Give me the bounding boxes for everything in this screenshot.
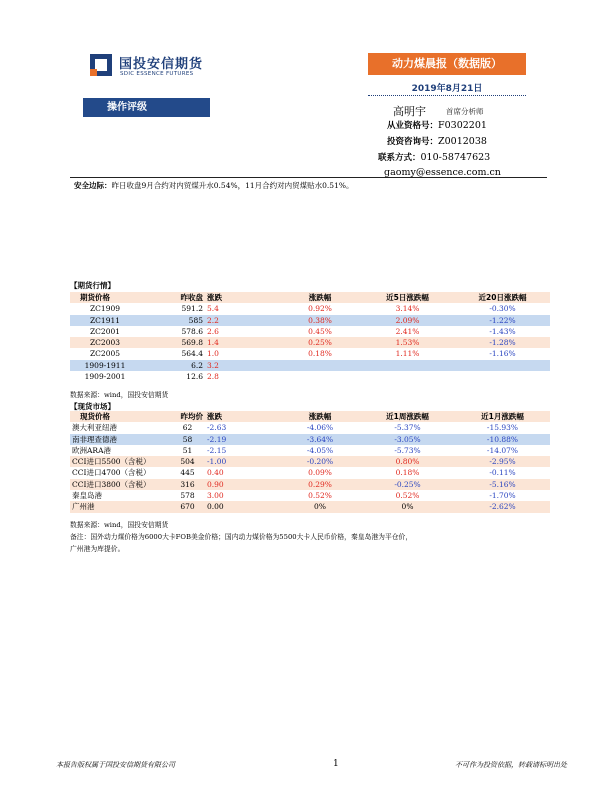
cell: 1.0 bbox=[207, 349, 219, 359]
cell bbox=[360, 371, 455, 382]
table-row bbox=[70, 326, 550, 337]
col-header: 涨跌幅 bbox=[280, 411, 360, 422]
cell: 564.4 bbox=[181, 349, 203, 359]
cell: -3.64% bbox=[280, 434, 360, 445]
table-row bbox=[70, 337, 550, 348]
cell: 504 bbox=[170, 456, 205, 467]
table-row bbox=[70, 360, 550, 371]
cell: -2.19 bbox=[205, 434, 280, 445]
cell: 0.00 bbox=[205, 501, 280, 512]
cell: -5.73% bbox=[394, 445, 421, 455]
analyst-role: 首席分析师 bbox=[446, 107, 484, 116]
cell: 0.29% bbox=[280, 479, 360, 490]
cell: 1909-1911 bbox=[70, 360, 140, 371]
divider bbox=[368, 95, 526, 96]
cell: 0.18% bbox=[395, 468, 420, 478]
company-name-en: SDIC ESSENCE FUTURES bbox=[120, 71, 194, 77]
cell bbox=[455, 360, 550, 371]
col-header: 涨跌 bbox=[205, 411, 280, 422]
consult-line bbox=[387, 135, 487, 147]
safety-margin bbox=[74, 180, 353, 191]
table-row bbox=[70, 422, 550, 433]
license-label: 从业资格号： bbox=[387, 121, 439, 131]
col-header: 昨收盘 bbox=[140, 292, 205, 303]
cell: 1.4 bbox=[205, 337, 280, 348]
cell: -1.43% bbox=[489, 326, 516, 336]
cell: -10.88% bbox=[455, 434, 550, 445]
disclaimer: 不可作为投资依据，转载请标明出处 bbox=[455, 761, 567, 769]
license-value: F0302201 bbox=[438, 120, 487, 131]
col-header: 近1周涨跌幅 bbox=[360, 411, 455, 422]
futures-section-title: 【期货行情】 bbox=[70, 281, 115, 290]
company-name: 国投安信期货 bbox=[119, 57, 204, 72]
table-row bbox=[70, 501, 550, 512]
cell: 0.18% bbox=[308, 349, 332, 359]
cell: -5.37% bbox=[394, 423, 421, 433]
table-row bbox=[70, 371, 550, 382]
analyst-name: 高明宇 bbox=[393, 105, 426, 118]
cell: -2.15 bbox=[207, 445, 227, 455]
cell: -15.93% bbox=[486, 423, 519, 433]
table-row bbox=[70, 490, 550, 501]
cell: ZC2001 bbox=[89, 326, 121, 336]
futures-source: 数据来源：wind，国投安信期货 bbox=[70, 391, 169, 399]
cell bbox=[360, 360, 455, 371]
col-header: 期货价格 bbox=[70, 292, 140, 303]
consult-label: 投资咨询号： bbox=[387, 137, 439, 147]
cell: 3.2 bbox=[205, 360, 280, 371]
table-row bbox=[70, 303, 550, 314]
cell bbox=[280, 360, 360, 371]
spot-source: 数据来源：wind，国投安信期货 bbox=[70, 521, 169, 529]
cell bbox=[455, 371, 550, 382]
cell: 5.4 bbox=[207, 304, 219, 314]
cell: ZC1909 bbox=[89, 304, 121, 314]
cell: ZC1911 bbox=[70, 315, 140, 326]
cell: -2.62% bbox=[455, 501, 550, 512]
cell: 欧洲ARA港 bbox=[72, 445, 111, 455]
safety-label: 安全边际： bbox=[74, 181, 112, 190]
cell: 12.6 bbox=[186, 372, 203, 382]
col-header: 现货价格 bbox=[70, 411, 170, 422]
cell: CCI进口3800（含税） bbox=[70, 479, 170, 490]
contact-line bbox=[378, 151, 490, 163]
cell: 0.52% bbox=[308, 491, 332, 501]
cell: 3.14% bbox=[395, 304, 420, 314]
cell bbox=[280, 371, 360, 382]
spot-table bbox=[70, 411, 550, 513]
futures-table bbox=[70, 292, 550, 382]
cell: 南非理查德港 bbox=[70, 434, 170, 445]
cell: -3.05% bbox=[360, 434, 455, 445]
cell: -1.70% bbox=[489, 491, 516, 501]
cell: 670 bbox=[170, 501, 205, 512]
cell: -4.05% bbox=[306, 445, 334, 455]
cell: 0.52% bbox=[395, 491, 420, 501]
cell: 578.6 bbox=[181, 326, 203, 336]
cell: 0.92% bbox=[308, 304, 332, 314]
email-link[interactable]: gaomy@essence.com.cn bbox=[384, 167, 501, 178]
cell: 2.09% bbox=[360, 315, 455, 326]
cell: ZC2005 bbox=[89, 349, 121, 359]
cell: 0.25% bbox=[280, 337, 360, 348]
spot-note-line2: 广州港为库提价。 bbox=[70, 545, 125, 553]
operation-rating-banner: 操作评级 bbox=[83, 98, 210, 117]
cell: 0.09% bbox=[308, 468, 332, 478]
cell: CCI进口4700（含税） bbox=[72, 468, 151, 478]
cell: -4.06% bbox=[306, 423, 334, 433]
table-row bbox=[70, 315, 550, 326]
page-number: 1 bbox=[333, 759, 339, 769]
contact-label: 联系方式： bbox=[378, 153, 421, 163]
cell: ZC2003 bbox=[70, 337, 140, 348]
copyright-notice: 本报告版权属于国投安信期货有限公司 bbox=[56, 761, 175, 769]
spot-section-title: 【现货市场】 bbox=[70, 402, 115, 411]
cell: -14.07% bbox=[486, 445, 519, 455]
cell: 0% bbox=[280, 501, 360, 512]
cell: -1.16% bbox=[489, 349, 516, 359]
license-line bbox=[387, 119, 487, 131]
cell: 585 bbox=[140, 315, 205, 326]
table-row bbox=[70, 445, 550, 456]
col-header: 昨均价 bbox=[170, 411, 205, 422]
table-row bbox=[70, 434, 550, 445]
contact-value: 010-58747623 bbox=[420, 152, 491, 163]
cell: 0.90 bbox=[205, 479, 280, 490]
col-header: 近20日涨跌幅 bbox=[455, 292, 550, 303]
cell: 2.41% bbox=[395, 326, 420, 336]
cell: 2.2 bbox=[205, 315, 280, 326]
consult-value: Z0012038 bbox=[438, 136, 487, 147]
cell: -1.28% bbox=[455, 337, 550, 348]
cell: -2.63 bbox=[207, 423, 227, 433]
cell: 1909-2001 bbox=[84, 372, 126, 382]
cell: 0% bbox=[360, 501, 455, 512]
cell: 广州港 bbox=[70, 501, 170, 512]
safety-text: 昨日收盘9月合约对内贸煤升水0.54%，11月合约对内贸煤贴水0.51%。 bbox=[111, 181, 354, 190]
cell: 58 bbox=[170, 434, 205, 445]
cell: -1.22% bbox=[455, 315, 550, 326]
report-title: 动力煤晨报（数据版） bbox=[368, 53, 526, 75]
cell: 591.2 bbox=[181, 304, 203, 314]
cell: -0.20% bbox=[280, 456, 360, 467]
cell: 1.53% bbox=[360, 337, 455, 348]
cell: -0.25% bbox=[360, 479, 455, 490]
table-row bbox=[70, 348, 550, 359]
cell: 316 bbox=[170, 479, 205, 490]
cell: 秦皇岛港 bbox=[72, 491, 102, 501]
cell: 445 bbox=[180, 468, 195, 478]
col-header: 涨跌幅 bbox=[280, 292, 360, 303]
cell: 澳大利亚纽港 bbox=[72, 423, 117, 433]
cell: 2.8 bbox=[207, 372, 219, 382]
cell: 0.45% bbox=[308, 326, 332, 336]
cell: 569.8 bbox=[140, 337, 205, 348]
spot-note-line1: 备注：国外动力煤价格为6000大卡FOB美金价格；国内动力煤价格为5500大卡人民币价格，秦皇岛港为平仓价， bbox=[70, 533, 413, 541]
cell: -0.11% bbox=[489, 468, 516, 478]
company-logo-icon bbox=[90, 54, 112, 76]
cell: -5.16% bbox=[455, 479, 550, 490]
cell: 3.00 bbox=[207, 491, 224, 501]
cell: 6.2 bbox=[140, 360, 205, 371]
cell: CCI进口5500（含税） bbox=[70, 456, 170, 467]
cell: 0.80% bbox=[360, 456, 455, 467]
table-row bbox=[70, 479, 550, 490]
table-row bbox=[70, 467, 550, 478]
col-header: 近5日涨跌幅 bbox=[360, 292, 455, 303]
header-divider bbox=[70, 177, 547, 178]
report-date: 2019年8月21日 bbox=[411, 84, 483, 94]
cell: -2.95% bbox=[455, 456, 550, 467]
cell: 0.38% bbox=[280, 315, 360, 326]
cell: 578 bbox=[180, 491, 195, 501]
table-header-row bbox=[70, 411, 550, 422]
table-row bbox=[70, 456, 550, 467]
table-header-row bbox=[70, 292, 550, 303]
cell: -0.30% bbox=[489, 304, 516, 314]
cell: 1.11% bbox=[395, 349, 420, 359]
col-header: 涨跌 bbox=[205, 292, 280, 303]
col-header: 近1月涨跌幅 bbox=[455, 411, 550, 422]
cell: 51 bbox=[182, 445, 193, 455]
cell: 62 bbox=[182, 423, 193, 433]
cell: 0.40 bbox=[207, 468, 224, 478]
cell: -1.00 bbox=[205, 456, 280, 467]
cell: 2.6 bbox=[207, 326, 219, 336]
